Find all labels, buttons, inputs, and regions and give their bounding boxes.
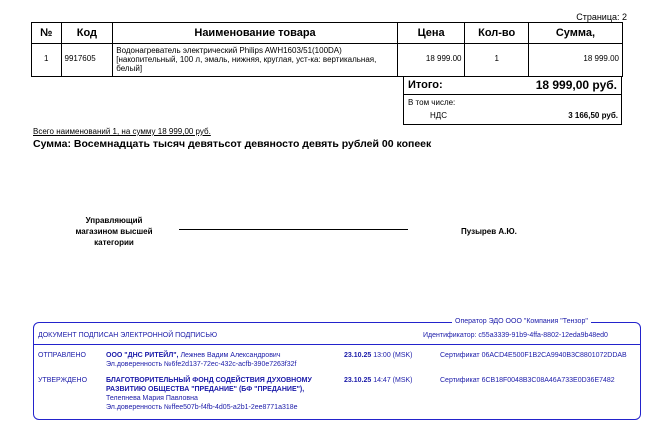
items-table [31,22,623,77]
vat-label: НДС [430,111,447,120]
sent-poa: Эл.доверенность №6fe2d137-72ec-432c-acfb-390e7263f32f [106,361,297,368]
edo-operator: Оператор ЭДО ООО "Компания "Тензор" [452,318,591,325]
signer-position: Управляющий магазином высшей категории [75,216,153,247]
table-header-row [32,23,623,44]
table-row [32,44,623,77]
sent-certificate: Сертификат 06ACD4E500F1B2CA9940B3C8801072DDAB [440,352,627,359]
sent-party [106,351,280,360]
amount-in-words: Сумма: Восемнадцать тысяч девятьсот девяносто девять рублей 00 копеек [33,138,432,150]
approved-org: БЛАГОТВОРИТЕЛЬНЫЙ ФОНД СОДЕЙСТВИЯ ДУХОВНОМУ РАЗВИТИЮ ОБЩЕСТВА "ПРЕДАНИЕ" (БФ "ПРЕДАНИЕ"), [106,377,312,393]
approved-party [106,376,336,412]
signature-line [179,229,408,230]
stamp-identifier: Идентификатор: c55a3339-91b9-4ffa-8802-12eda9b48ed0 [423,332,608,339]
approved-time: 14:47 (MSK) [371,377,413,384]
approved-certificate: Сертификат 6CB18F0048B3C08A46A733E0D36E7482 [440,377,615,384]
row-price: 18 999.00 [397,44,465,77]
vat-value: 3 166,50 руб. [568,111,618,120]
totals-block [403,76,622,125]
header-price: Цена [397,23,465,44]
approved-datetime [344,376,413,385]
e-signature-stamp [33,322,641,420]
sent-time: 13:00 (MSK) [371,352,413,359]
header-name: Наименование товара [113,23,398,44]
sent-org: ООО "ДНС РИТЕЙЛ", [106,352,179,359]
incl-label: В том числе: [408,98,456,107]
header-num: № [32,23,62,44]
approved-person: Телепнева Мария Павловна [106,395,198,402]
vat-block [403,95,622,125]
itogo-row [403,76,622,95]
header-sum: Сумма, [528,23,622,44]
stamp-heading: ДОКУМЕНТ ПОДПИСАН ЭЛЕКТРОННОЙ ПОДПИСЬЮ [38,332,218,339]
header-code: Код [61,23,113,44]
sent-date: 23.10.25 [344,352,372,359]
sent-person: Лежнев Вадим Александрович [178,352,281,359]
row-num: 1 [32,44,62,77]
stamp-divider [34,344,640,345]
approved-poa: Эл.доверенность №ffee507b-f4fb-4d05-a2b1-2ee8771a318e [106,404,298,411]
row-sum: 18 999.00 [528,44,622,77]
itogo-label: Итого: [408,79,443,91]
row-qty: 1 [465,44,528,77]
itogo-value: 18 999,00 руб. [535,78,617,92]
page-number: Страница: 2 [576,12,627,22]
row-code: 9917605 [61,44,113,77]
approved-label: УТВЕРЖДЕНО [38,377,88,384]
header-qty: Кол-во [465,23,528,44]
sent-datetime [344,351,413,360]
row-name: Водонагреватель электрический Philips AWH1603/51(100DA) [накопительный, 100 л, эмаль, нижняя, круглая, уст-ка: вертикальная, белый] [113,44,398,77]
signer-name: Пузырев А.Ю. [461,227,517,236]
sent-label: ОТПРАВЛЕНО [38,352,86,359]
approved-date: 23.10.25 [344,377,372,384]
items-count-summary: Всего наименований 1, на сумму 18 999,00 руб. [33,127,211,136]
